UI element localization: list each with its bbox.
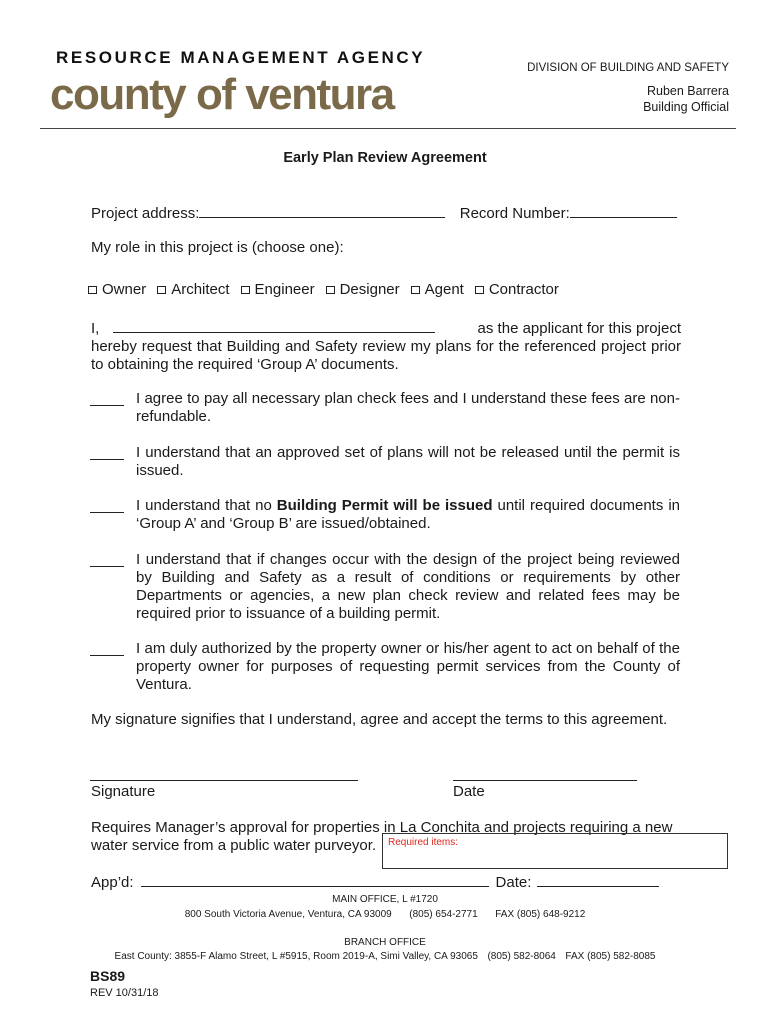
role-label: Designer xyxy=(339,281,400,298)
official-title: Building Official xyxy=(643,100,729,114)
main-address: 800 South Victoria Avenue, Ventura, CA 93009 xyxy=(184,909,392,920)
agency-name: RESOURCE MANAGEMENT AGENCY xyxy=(56,48,426,67)
date-label: Date xyxy=(453,783,485,800)
branch-phone: (805) 582-8064 xyxy=(487,951,556,962)
role-owner[interactable] xyxy=(88,281,146,298)
agreement-4: I understand that if changes occur with the design of the project being reviewed by Building and Safety as a result of conditions or requirements by other Departments or agencies, a new plan check review and related fees may be required prior to issuance of a building permit. xyxy=(136,551,680,622)
role-options xyxy=(88,281,559,298)
role-label: Engineer xyxy=(254,281,315,298)
record-number-field[interactable] xyxy=(570,203,677,218)
checkbox-icon[interactable] xyxy=(411,286,420,294)
agreement-3-bold: Building Permit will be issued xyxy=(276,497,493,514)
role-designer[interactable] xyxy=(326,281,400,298)
main-phone: (805) 654-2771 xyxy=(409,909,478,920)
manager-approval-line2: water service from a public water purveyor. xyxy=(91,837,377,854)
role-label: Architect xyxy=(171,281,230,298)
agreement-1: I agree to pay all necessary plan check fees and I understand these fees are non-refundable. xyxy=(136,390,680,425)
division-name: DIVISION OF BUILDING AND SAFETY xyxy=(527,62,729,74)
agreement-2: I understand that an approved set of plans will not be released until the permit is issued. xyxy=(136,444,680,479)
checkbox-icon[interactable] xyxy=(475,286,484,294)
applicant-request xyxy=(91,318,681,374)
appd-field[interactable] xyxy=(141,872,489,887)
checkbox-icon[interactable] xyxy=(157,286,166,294)
project-address-label: Project address: xyxy=(91,205,200,222)
main-fax: FAX (805) 648-9212 xyxy=(495,909,586,920)
approval-date-field[interactable] xyxy=(537,872,659,887)
initial-field-5[interactable] xyxy=(90,655,124,656)
document-title: Early Plan Review Agreement xyxy=(283,150,487,166)
approval-row xyxy=(91,872,659,892)
branch-address: East County: 3855-F Alamo Street, L #5915, Room 2019-A, Simi Valley, CA 93065 xyxy=(114,951,478,962)
main-office-label: MAIN OFFICE, L #1720 xyxy=(332,894,438,905)
branch-fax: FAX (805) 582-8085 xyxy=(565,951,656,962)
appd-label: App’d: xyxy=(91,874,134,891)
agreement-5: I am duly authorized by the property owner or his/her agent to act on behalf of the property owner for purposes of requesting permit services from the County of Ventura. xyxy=(136,640,680,693)
project-address-row xyxy=(91,203,677,223)
date-field[interactable] xyxy=(453,780,637,781)
initial-field-2[interactable] xyxy=(90,459,124,460)
role-contractor[interactable] xyxy=(475,281,559,298)
official-name: Ruben Barrera xyxy=(647,84,729,98)
signature-label: Signature xyxy=(91,783,156,800)
applicant-suffix: as the applicant for this project xyxy=(477,320,681,337)
agreement-3-post: until required documents in ‘Group A’ and ‘Group B’ are issued/obtained. xyxy=(136,497,680,532)
building-official xyxy=(643,83,729,115)
header-divider xyxy=(40,128,736,129)
signature-field[interactable] xyxy=(90,780,358,781)
initial-field-3[interactable] xyxy=(90,512,124,513)
applicant-request-text: hereby request that Building and Safety review my plans for the referenced project prior to obtaining the required ‘Group A’ documents. xyxy=(91,338,681,373)
role-prompt: My role in this project is (choose one): xyxy=(91,239,344,256)
initial-field-1[interactable] xyxy=(90,405,124,406)
project-address-field[interactable] xyxy=(199,203,445,218)
branch-office-contact xyxy=(0,951,770,962)
record-number-label: Record Number: xyxy=(459,205,570,222)
form-id: BS89 xyxy=(90,968,126,984)
agreement-3 xyxy=(136,497,680,533)
role-label: Contractor xyxy=(488,281,559,298)
approval-date-label: Date: xyxy=(495,874,532,891)
role-label: Owner xyxy=(102,281,147,298)
role-engineer[interactable] xyxy=(241,281,315,298)
agreement-3-pre: I understand that no xyxy=(136,497,277,514)
form-revision: REV 10/31/18 xyxy=(90,987,159,999)
manager-approval-line1: Requires Manager’s approval for properties in La Conchita and projects requiring a new xyxy=(91,819,673,836)
main-office-contact xyxy=(0,909,770,920)
county-logo: county of ventura xyxy=(50,70,394,119)
initial-field-4[interactable] xyxy=(90,566,124,567)
applicant-prefix: I, xyxy=(91,320,100,337)
checkbox-icon[interactable] xyxy=(326,286,335,294)
role-architect[interactable] xyxy=(157,281,229,298)
branch-office-label: BRANCH OFFICE xyxy=(344,937,426,948)
required-items-label: Required items: xyxy=(388,837,459,848)
checkbox-icon[interactable] xyxy=(88,286,97,294)
role-agent[interactable] xyxy=(411,281,464,298)
applicant-name-field[interactable] xyxy=(113,318,435,333)
role-label: Agent xyxy=(424,281,464,298)
checkbox-icon[interactable] xyxy=(241,286,250,294)
signature-statement: My signature signifies that I understand, agree and accept the terms to this agreement. xyxy=(91,711,668,728)
applicant-line xyxy=(91,318,681,338)
